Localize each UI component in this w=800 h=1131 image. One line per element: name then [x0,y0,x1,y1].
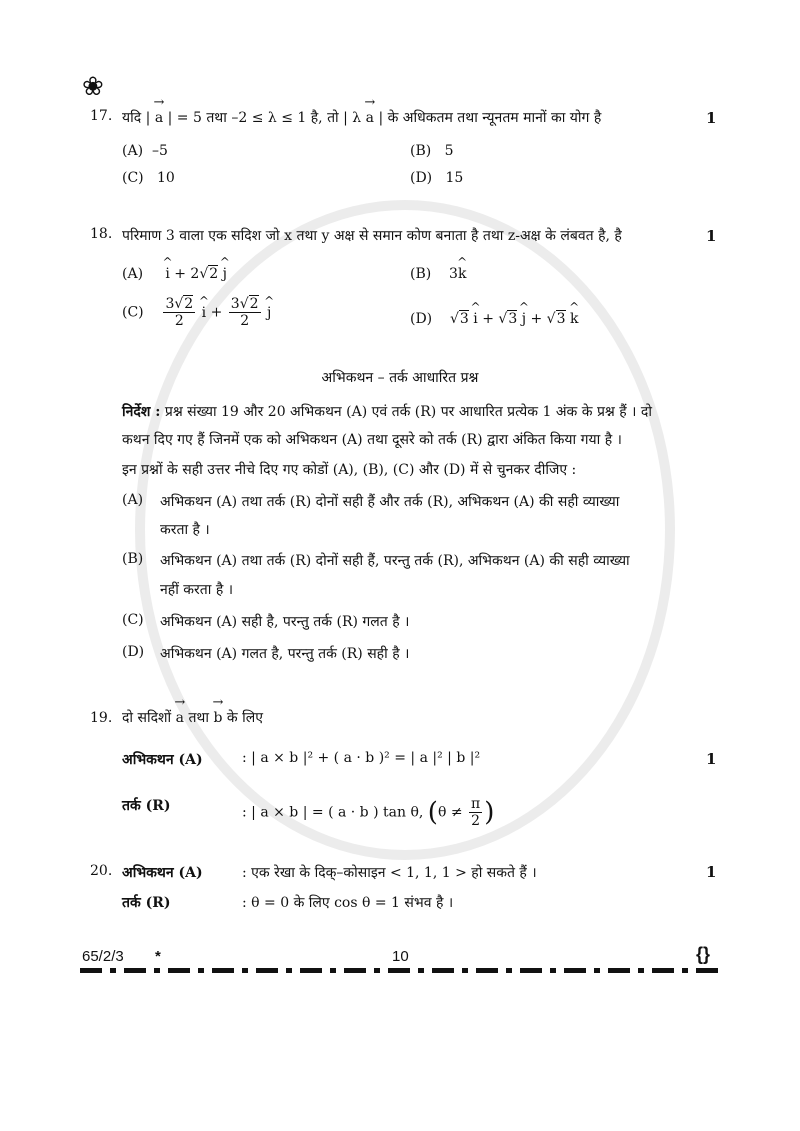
question-18-marks: 1 [706,227,717,245]
unit-vector-j: ^ j [267,297,271,321]
q19-reason-text: : | a × b | = ( a · b ) tan θ, (θ ≠ $\frac{\pi}{2}$ ) [242,796,495,829]
unit-vector-i: ^ i [165,258,169,282]
question-19-marks: 1 [706,750,717,768]
vector-a: → a [155,100,163,126]
question-17-marks: 1 [706,109,717,127]
question-19-number: 19. [90,710,113,726]
unit-vector-k: ^ k [570,303,578,327]
footer-dash-line [80,968,720,973]
q20-reason-label: तर्क (R) [122,895,171,911]
section-title: अभिकथन – तर्क आधारित प्रश्न [321,370,479,386]
vector-a: → a [176,700,184,726]
directions-line-1: निर्देश : प्रश्न संख्या 19 और 20 अभिकथन (A) एवं तर्क (R) पर आधारित प्रत्येक 1 अंक के प्रश्न हैं । दो [122,404,652,420]
q18-option-b: (B) 3^ k [410,258,466,282]
q17-option-c: (C) 10 [122,170,175,186]
q17-option-b: (B) 5 [410,143,454,159]
code-a-line-1: अभिकथन (A) तथा तर्क (R) दोनों सही हैं और तर्क (R), अभिकथन (A) की सही व्याख्या [160,494,620,510]
q17-option-a: (A) –5 [122,143,168,159]
question-17-text: यदि | → a | = 5 तथा –2 ≤ λ ≤ 1 है, तो | λ → a | के अधिकतम तथा न्यूनतम मानों का योग है [122,100,601,127]
footer-star: * [155,948,161,965]
q20-reason-text: : θ = 0 के लिए cos θ = 1 संभव है । [242,895,454,911]
vector-a: → a [366,100,374,126]
vector-b: → b [213,700,222,726]
q20-assertion-label: अभिकथन (A) [122,865,203,881]
question-17-number: 17. [90,108,113,124]
question-20-marks: 1 [706,863,717,881]
directions-line-2: कथन दिए गए हैं जिनमें एक को अभिकथन (A) तथा दूसरे को तर्क (R) द्वारा अंकित किया गया है । [122,432,622,448]
ornament-icon: ❀ [82,72,104,102]
footer-braces: {} [696,944,711,964]
paper-code: 65/2/3 [82,948,124,965]
code-b-line-1: अभिकथन (A) तथा तर्क (R) दोनों सही हैं, परन्तु तर्क (R), अभिकथन (A) की सही व्याख्या [160,553,630,569]
q17-option-d: (D) 15 [410,170,464,186]
directions-line-3: इन प्रश्नों के सही उत्तर नीचे दिए गए कोडों (A), (B), (C) और (D) में से चुनकर दीजिए : [122,462,577,478]
unit-vector-i: ^ i [473,303,477,327]
unit-vector-j: ^ j [223,258,227,282]
q18-option-c: (C) $\frac{3√2}{2}$ ^ i + $\frac{3√2}{2}$ ^ j [122,296,271,329]
q19-reason-label: तर्क (R) [122,798,171,814]
question-18-text: परिमाण 3 वाला एक सदिश जो x तथा y अक्ष से समान कोण बनाता है तथा z-अक्ष के लंबवत है, है [122,228,622,244]
code-a-letter: (A) [122,492,144,508]
code-b-line-2: नहीं करता है । [160,582,234,598]
code-d-line-1: अभिकथन (A) गलत है, परन्तु तर्क (R) सही है । [160,646,410,662]
q19-assertion-label: अभिकथन (A) [122,752,203,768]
unit-vector-j: ^ j [522,303,526,327]
unit-vector-k: ^ k [458,258,466,282]
q18-option-a: (A) ^ i + 2√2 ^ j [122,258,227,282]
q20-assertion-text: : एक रेखा के दिक्–कोसाइन < 1, 1, 1 > हो सकते हैं । [242,865,537,881]
code-d-letter: (D) [122,644,145,660]
question-20-number: 20. [90,863,113,879]
page-number: 10 [392,948,409,965]
question-19-intro: दो सदिशों → a तथा → b के लिए [122,700,263,727]
question-18-number: 18. [90,226,113,242]
code-a-line-2: करता है । [160,522,210,538]
code-c-line-1: अभिकथन (A) सही है, परन्तु तर्क (R) गलत है । [160,614,410,630]
code-c-letter: (C) [122,612,144,628]
code-b-letter: (B) [122,551,144,567]
q19-assertion-text: : | a × b |² + ( a · b )² = | a |² | b |² [242,750,481,766]
q18-option-d: (D) √3 ^ i + √3 ^ j + √3 ^ k [410,303,578,327]
unit-vector-i: ^ i [202,297,206,321]
